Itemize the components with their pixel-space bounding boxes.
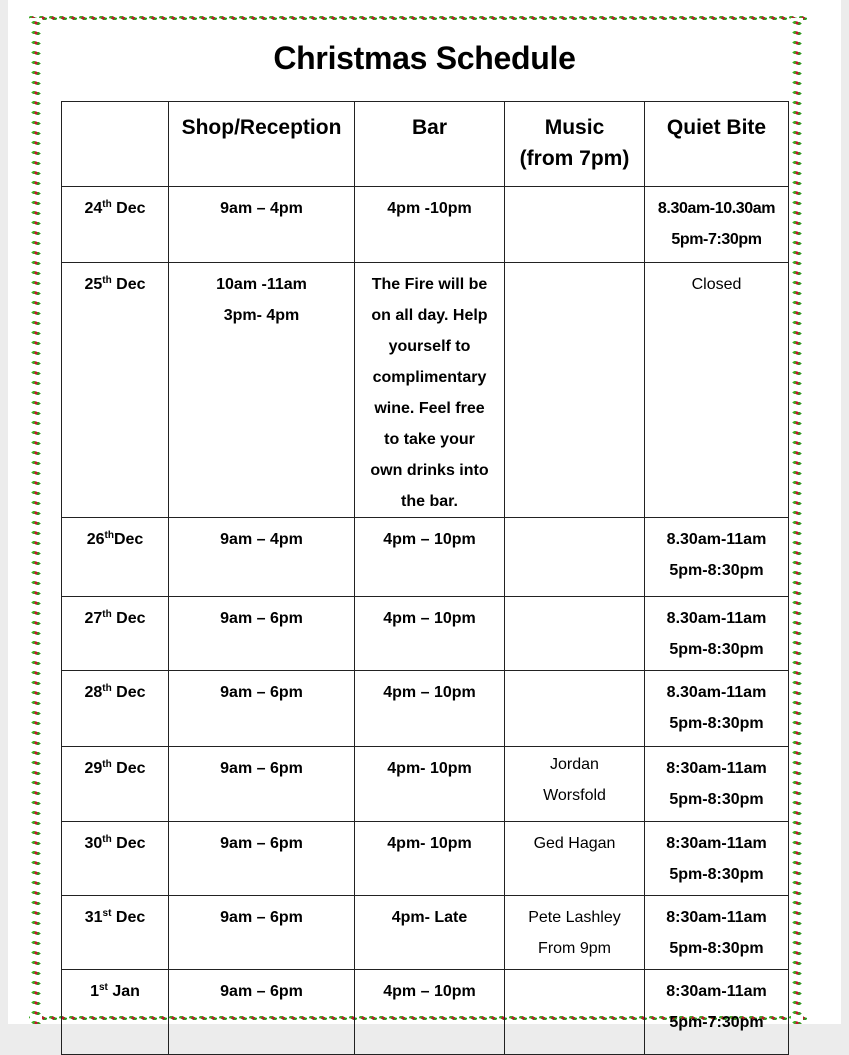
quiet-bite-cell — [645, 187, 789, 263]
quiet-bite-morning: 8:30am-11am — [666, 983, 767, 1000]
music-cell — [505, 970, 645, 1055]
date-cell — [62, 747, 169, 822]
bar-note-line: on all day. Help — [371, 307, 488, 324]
date-month: Dec — [113, 531, 144, 548]
shop-cell: 9am – 6pm — [169, 597, 355, 671]
music-performer: Jordan — [550, 756, 599, 773]
quiet-bite-morning: 8.30am-11am — [666, 531, 767, 548]
shop-cell: 9am – 6pm — [169, 747, 355, 822]
table-row — [62, 187, 789, 263]
date-day: 26 — [86, 531, 105, 548]
bar-cell: 4pm- Late — [355, 896, 505, 970]
date-cell — [62, 263, 169, 518]
date-day: 27 — [84, 610, 103, 627]
quiet-bite-morning: 8:30am-11am — [666, 909, 767, 926]
header-shop-reception: Shop/Reception — [169, 102, 355, 187]
header-music-label: Music — [544, 116, 605, 139]
music-cell — [505, 263, 645, 518]
date-suffix: th — [102, 834, 112, 845]
table-row — [62, 597, 789, 671]
holly-border-left — [30, 18, 42, 1024]
table-row — [62, 747, 789, 822]
date-suffix: th — [102, 759, 112, 770]
quiet-bite-cell — [645, 518, 789, 597]
music-performer: Pete Lashley — [528, 909, 621, 926]
date-month: Dec — [111, 684, 146, 701]
date-day: 28 — [84, 684, 103, 701]
shop-cell: 9am – 6pm — [169, 671, 355, 747]
quiet-bite-morning: 8.30am-11am — [666, 610, 767, 627]
quiet-bite-evening: 5pm-8:30pm — [669, 562, 764, 579]
date-suffix: th — [102, 199, 112, 210]
bar-cell: 4pm – 10pm — [355, 671, 505, 747]
music-cell: Ged Hagan — [505, 822, 645, 896]
music-cell — [505, 597, 645, 671]
table-row — [62, 970, 789, 1055]
table-row — [62, 671, 789, 747]
date-month: Dec — [111, 610, 146, 627]
date-day: 30 — [84, 835, 103, 852]
date-month: Jan — [107, 983, 140, 1000]
shop-hours-1: 10am -11am — [216, 276, 307, 293]
date-cell — [62, 518, 169, 597]
quiet-bite-cell — [645, 747, 789, 822]
quiet-bite-cell — [645, 671, 789, 747]
quiet-bite-cell — [645, 896, 789, 970]
quiet-bite-evening: 5pm-8:30pm — [669, 791, 764, 808]
date-suffix: th — [102, 609, 112, 620]
bar-note-line: complimentary — [372, 369, 487, 386]
bar-note-line: own drinks into — [370, 462, 489, 479]
bar-note-line: the bar. — [401, 493, 458, 510]
bar-note-line: to take your — [384, 431, 475, 448]
quiet-bite-cell — [645, 970, 789, 1055]
music-start-time: From 9pm — [538, 940, 611, 957]
header-music-note: (from 7pm) — [519, 147, 630, 170]
quiet-bite-evening: 5pm-8:30pm — [669, 940, 764, 957]
bar-cell: 4pm – 10pm — [355, 970, 505, 1055]
holly-border-right — [791, 18, 803, 1024]
holly-border-top — [28, 12, 808, 24]
bar-note-line: The Fire will be — [371, 276, 488, 293]
date-suffix: st — [102, 908, 112, 919]
schedule-table — [61, 101, 789, 1055]
header-date — [62, 102, 169, 187]
shop-cell: 9am – 6pm — [169, 822, 355, 896]
shop-cell: 9am – 4pm — [169, 518, 355, 597]
quiet-bite-evening: 5pm-8:30pm — [669, 641, 764, 658]
date-month: Dec — [111, 276, 146, 293]
quiet-bite-evening: 5pm-7:30pm — [669, 1014, 764, 1031]
shop-cell: 9am – 6pm — [169, 970, 355, 1055]
shop-cell: 9am – 6pm — [169, 896, 355, 970]
date-day: 24 — [84, 200, 103, 217]
date-suffix: st — [98, 982, 108, 993]
date-cell — [62, 671, 169, 747]
bar-cell: 4pm- 10pm — [355, 822, 505, 896]
date-cell — [62, 896, 169, 970]
date-cell — [62, 822, 169, 896]
table-row — [62, 822, 789, 896]
header-row — [62, 102, 789, 187]
date-suffix: th — [102, 683, 112, 694]
quiet-bite-evening: 5pm-8:30pm — [669, 866, 764, 883]
date-month: Dec — [111, 760, 146, 777]
music-cell — [505, 518, 645, 597]
table-row — [62, 896, 789, 970]
quiet-bite-morning: 8:30am-11am — [666, 835, 767, 852]
shop-cell: 9am – 4pm — [169, 187, 355, 263]
header-music — [505, 102, 645, 187]
page-title: Christmas Schedule — [273, 40, 576, 76]
table-row — [62, 518, 789, 597]
bar-note-cell — [355, 263, 505, 518]
music-cell — [505, 896, 645, 970]
bar-note-line: yourself to — [388, 338, 471, 355]
header-bar: Bar — [355, 102, 505, 187]
quiet-bite-evening: 5pm-8:30pm — [669, 715, 764, 732]
bar-cell: 4pm- 10pm — [355, 747, 505, 822]
music-cell — [505, 187, 645, 263]
date-month: Dec — [111, 909, 146, 926]
date-suffix: th — [104, 530, 114, 541]
date-day: 25 — [84, 276, 103, 293]
quiet-bite-cell: Closed — [645, 263, 789, 518]
quiet-bite-morning: 8.30am-11am — [666, 684, 767, 701]
date-cell — [62, 597, 169, 671]
quiet-bite-cell — [645, 822, 789, 896]
music-cell — [505, 747, 645, 822]
date-cell — [62, 970, 169, 1055]
date-cell — [62, 187, 169, 263]
bar-cell: 4pm – 10pm — [355, 597, 505, 671]
quiet-bite-morning: 8.30am-10.30am — [657, 200, 776, 217]
date-suffix: th — [102, 275, 112, 286]
date-day: 29 — [84, 760, 103, 777]
music-performer-surname: Worsfold — [543, 787, 606, 804]
quiet-bite-cell — [645, 597, 789, 671]
music-cell — [505, 671, 645, 747]
date-day: 31 — [84, 909, 103, 926]
date-month: Dec — [111, 835, 146, 852]
bar-note-line: wine. Feel free — [374, 400, 485, 417]
shop-cell — [169, 263, 355, 518]
quiet-bite-morning: 8:30am-11am — [666, 760, 767, 777]
bar-cell: 4pm -10pm — [355, 187, 505, 263]
date-day: 1 — [90, 983, 99, 1000]
bar-cell: 4pm – 10pm — [355, 518, 505, 597]
date-month: Dec — [111, 200, 146, 217]
shop-hours-2: 3pm- 4pm — [223, 307, 300, 324]
header-quiet-bite: Quiet Bite — [645, 102, 789, 187]
table-row — [62, 263, 789, 518]
quiet-bite-evening: 5pm-7:30pm — [671, 231, 762, 248]
